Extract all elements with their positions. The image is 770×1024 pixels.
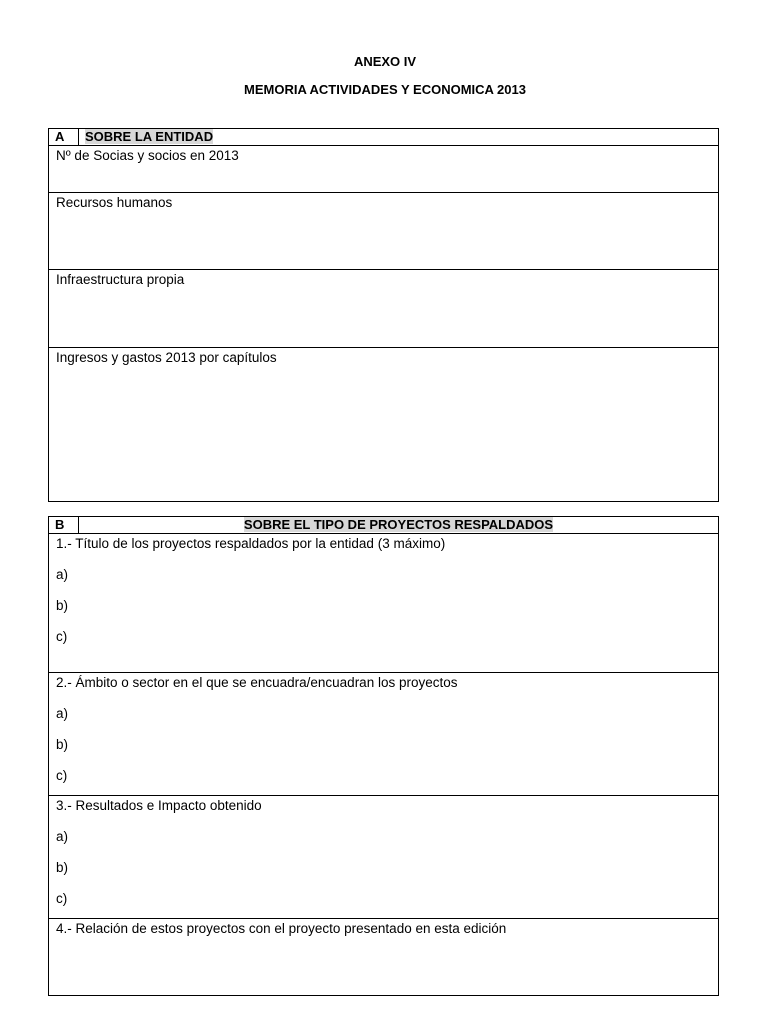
section-b-table	[48, 516, 719, 996]
field-ingresos-gastos-label: Ingresos y gastos 2013 por capítulos	[56, 350, 277, 365]
table-row	[49, 673, 719, 796]
list-item-c: c)	[56, 768, 68, 783]
field-recursos-humanos[interactable]	[49, 193, 719, 270]
list-item-c: c)	[56, 891, 68, 906]
field-resultados-impacto-label: 3.- Resultados e Impacto obtenido	[56, 798, 262, 813]
table-row	[49, 919, 719, 996]
table-row	[49, 348, 719, 502]
section-b-title-text: SOBRE EL TIPO DE PROYECTOS RESPALDADOS	[243, 517, 554, 532]
list-item-b: b)	[56, 860, 69, 875]
field-ambito-sector-label: 2.- Ámbito o sector en el que se encuadra/encuadran los proyectos	[56, 675, 458, 690]
section-b-header	[49, 517, 719, 534]
section-a-letter: A	[49, 129, 79, 146]
list-item-b: b)	[56, 737, 69, 752]
list-item-a: a)	[56, 829, 69, 844]
field-resultados-impacto[interactable]	[49, 796, 719, 919]
field-socios[interactable]	[49, 146, 719, 193]
table-row	[49, 534, 719, 673]
list-item-a: a)	[56, 706, 69, 721]
annex-title: ANEXO IV	[353, 54, 417, 69]
field-infraestructura-label: Infraestructura propia	[56, 272, 185, 287]
field-socios-label: Nº de Socias y socios en 2013	[56, 148, 239, 163]
section-a-title	[79, 129, 719, 146]
field-ingresos-gastos[interactable]	[49, 348, 719, 502]
table-row	[49, 193, 719, 270]
field-infraestructura[interactable]	[49, 270, 719, 348]
table-row	[49, 796, 719, 919]
field-relacion-proyectos[interactable]	[49, 919, 719, 996]
table-row	[49, 146, 719, 193]
table-row	[49, 270, 719, 348]
document-title: MEMORIA ACTIVIDADES Y ECONOMICA 2013	[244, 82, 526, 97]
field-titulo-proyectos-label: 1.- Título de los proyectos respaldados por la entidad (3 máximo)	[56, 536, 446, 551]
section-a-title-text: SOBRE LA ENTIDAD	[85, 129, 214, 144]
field-recursos-humanos-label: Recursos humanos	[56, 195, 173, 210]
section-b-letter: B	[49, 517, 79, 534]
section-a-header	[49, 129, 719, 146]
field-ambito-sector[interactable]	[49, 673, 719, 796]
field-titulo-proyectos[interactable]	[49, 534, 719, 673]
section-b-title	[79, 517, 719, 534]
list-item-a: a)	[56, 567, 69, 582]
field-relacion-proyectos-label: 4.- Relación de estos proyectos con el proyecto presentado en esta edición	[56, 921, 507, 936]
list-item-c: c)	[56, 629, 68, 644]
list-item-b: b)	[56, 598, 69, 613]
section-a-table	[48, 128, 719, 502]
